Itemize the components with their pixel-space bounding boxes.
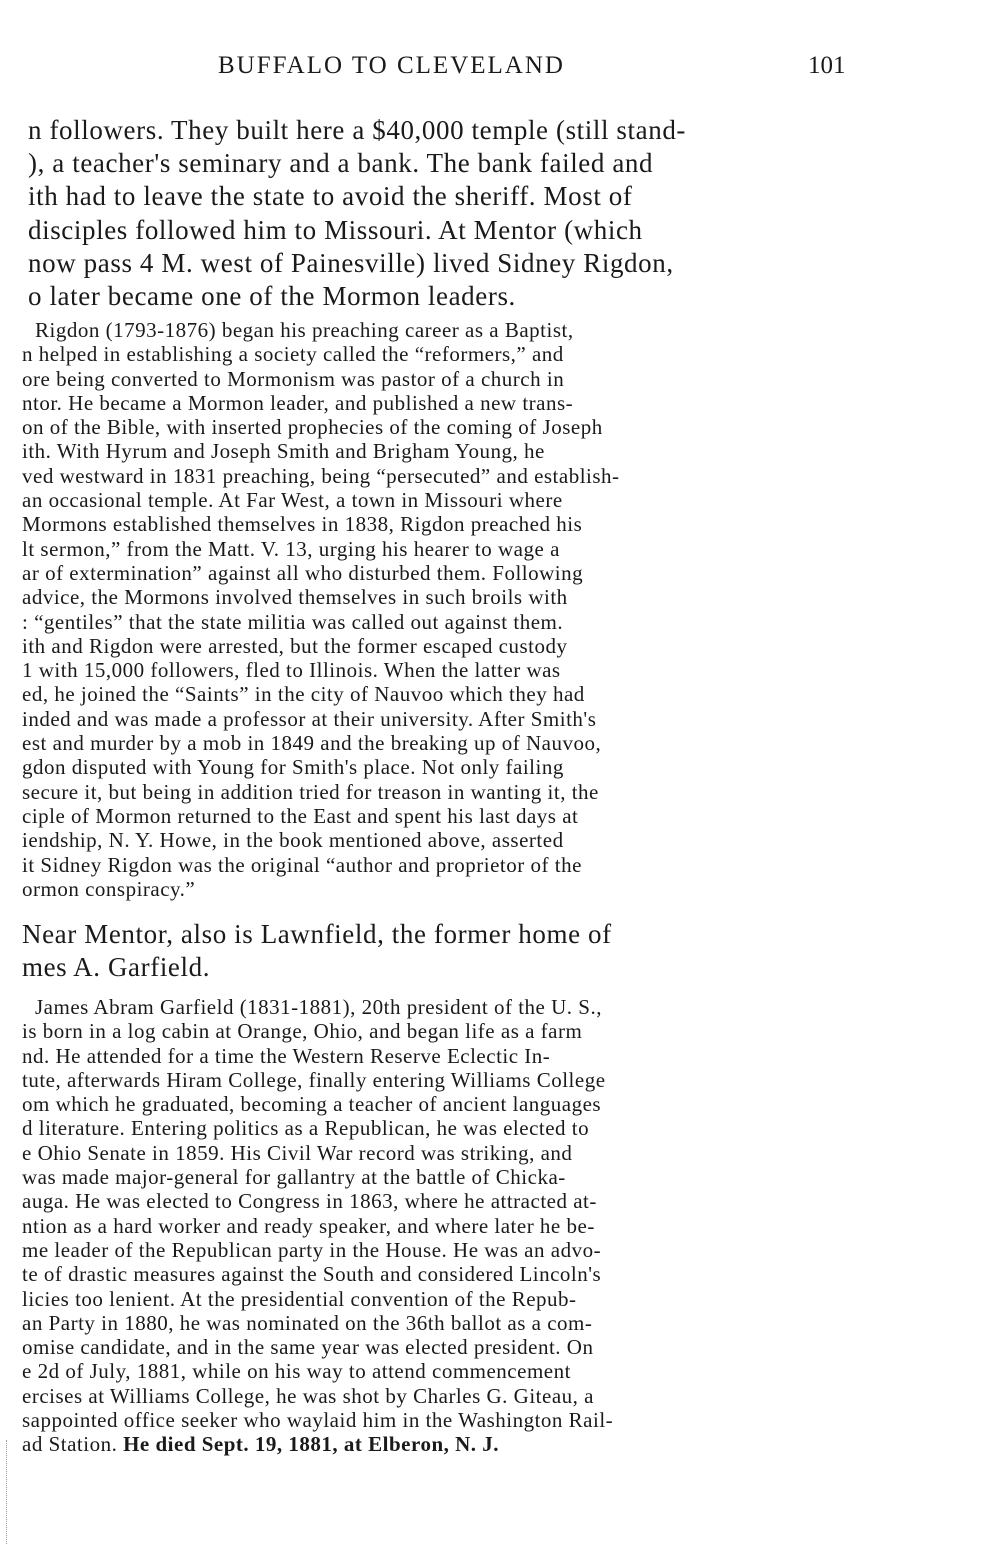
note-line: James Abram Garfield (1831-1881), 20th president of the U. S., <box>35 995 602 1019</box>
note-line: ntor. He became a Mormon leader, and published a new trans- <box>22 390 574 415</box>
note-line: ormon conspiracy.” <box>22 876 196 901</box>
note-line: advice, the Mormons involved themselves in such broils with <box>22 585 568 610</box>
note-line: : “gentiles” that the state militia was called out against them. <box>22 609 564 634</box>
text-line: n followers. They built here a $40,000 temple (still stand- <box>28 115 687 145</box>
note-line: sappointed office seeker who waylaid him in the Washington Rail- <box>22 1408 614 1433</box>
binding-gutter-mark <box>6 1440 7 1544</box>
note-line: gdon disputed with Young for Smith's place. Not only failing <box>22 755 564 780</box>
note-line: licies too lenient. At the presidential convention of the Repub- <box>22 1286 577 1311</box>
note-line: secure it, but being in addition tried for treason in wanting it, the <box>22 779 599 804</box>
note-line: te of drastic measures against the South and considered Lincoln's <box>22 1262 602 1287</box>
note-line-last <box>0 1432 1000 1456</box>
text-line: Near Mentor, also is Lawnfield, the former home of <box>22 919 612 949</box>
note-line: was made major-general for gallantry at the battle of Chicka- <box>22 1165 566 1190</box>
note-line: e 2d of July, 1881, while on his way to attend commencement <box>22 1359 571 1384</box>
running-title: BUFFALO TO CLEVELAND <box>218 52 565 79</box>
text-line: ), a teacher's seminary and a bank. The bank failed and <box>28 148 654 179</box>
note-line: Rigdon (1793-1876) began his preaching career as a Baptist, <box>35 318 574 342</box>
note-line: ar of extermination” against all who disturbed them. Following <box>22 560 584 585</box>
note-line: ciple of Mormon returned to the East and spent his last days at <box>22 803 579 828</box>
note-line: me leader of the Republican party in the House. He was an advo- <box>22 1237 602 1262</box>
note-line: n helped in establishing a society called the “reformers,” and <box>22 342 564 367</box>
text-line: ith had to leave the state to avoid the sheriff. Most of <box>28 181 633 212</box>
paragraph-mormons <box>0 114 1000 313</box>
note-line: nd. He attended for a time the Western Reserve Eclectic In- <box>22 1043 551 1068</box>
note-line-last-bold: He died Sept. 19, 1881, at Elberon, N. J. <box>123 1432 500 1457</box>
text-line: mes A. Garfield. <box>22 952 211 983</box>
note-line: omise candidate, and in the same year was elected president. On <box>22 1335 594 1360</box>
paragraph-lawnfield <box>0 918 1000 984</box>
note-line: an Party in 1880, he was nominated on the 36th ballot as a com- <box>22 1310 593 1335</box>
note-line: ved westward in 1831 preaching, being “persecuted” and establish- <box>22 463 620 488</box>
text-line: now pass 4 M. west of Painesville) lived Sidney Rigdon, <box>28 247 674 278</box>
note-line: d literature. Entering politics as a Republican, he was elected to <box>22 1116 590 1141</box>
note-line: is born in a log cabin at Orange, Ohio, and began life as a farm <box>22 1019 583 1044</box>
note-line: iendship, N. Y. Howe, in the book mentioned above, asserted <box>22 828 564 853</box>
note-line: ed, he joined the “Saints” in the city of Nauvoo which they had <box>22 682 585 707</box>
note-line: e Ohio Senate in 1859. His Civil War record was striking, and <box>22 1140 573 1165</box>
note-line: inded and was made a professor at their university. After Smith's <box>22 706 597 731</box>
text-line: o later became one of the Mormon leaders. <box>28 280 516 311</box>
note-line: 1 with 15,000 followers, fled to Illinois. When the latter was <box>22 658 561 683</box>
note-line: on of the Bible, with inserted prophecies of the coming of Joseph <box>22 415 603 440</box>
note-line-last-start: ad Station. <box>22 1432 124 1457</box>
note-line: ercises at Williams College, he was shot by Charles G. Giteau, a <box>22 1383 594 1408</box>
note-line: auga. He was elected to Congress in 1863, where he attracted at- <box>22 1189 597 1214</box>
page-number: 101 <box>808 52 846 79</box>
note-line: an occasional temple. At Far West, a town in Missouri where <box>22 488 563 513</box>
note-line: ith and Rigdon were arrested, but the former escaped custody <box>22 633 568 658</box>
note-line: Mormons established themselves in 1838, Rigdon preached his <box>22 512 583 537</box>
note-line: ntion as a hard worker and ready speaker, and where later he be- <box>22 1213 595 1238</box>
footnote-garfield <box>0 995 1000 1457</box>
note-line: om which he graduated, becoming a teacher of ancient languages <box>22 1092 602 1117</box>
note-line: ore being converted to Mormonism was pastor of a church in <box>22 366 565 391</box>
footnote-rigdon <box>0 318 1000 901</box>
note-line: ith. With Hyrum and Joseph Smith and Brigham Young, he <box>22 439 545 464</box>
running-head <box>0 52 1000 88</box>
note-line: it Sidney Rigdon was the original “author and proprietor of the <box>22 852 582 877</box>
note-line: est and murder by a mob in 1849 and the breaking up of Nauvoo, <box>22 731 602 756</box>
note-line: tute, afterwards Hiram College, finally entering Williams College <box>22 1067 606 1092</box>
note-line: lt sermon,” from the Matt. V. 13, urging his hearer to wage a <box>22 536 560 561</box>
text-line: disciples followed him to Missouri. At Mentor (which <box>28 214 643 245</box>
